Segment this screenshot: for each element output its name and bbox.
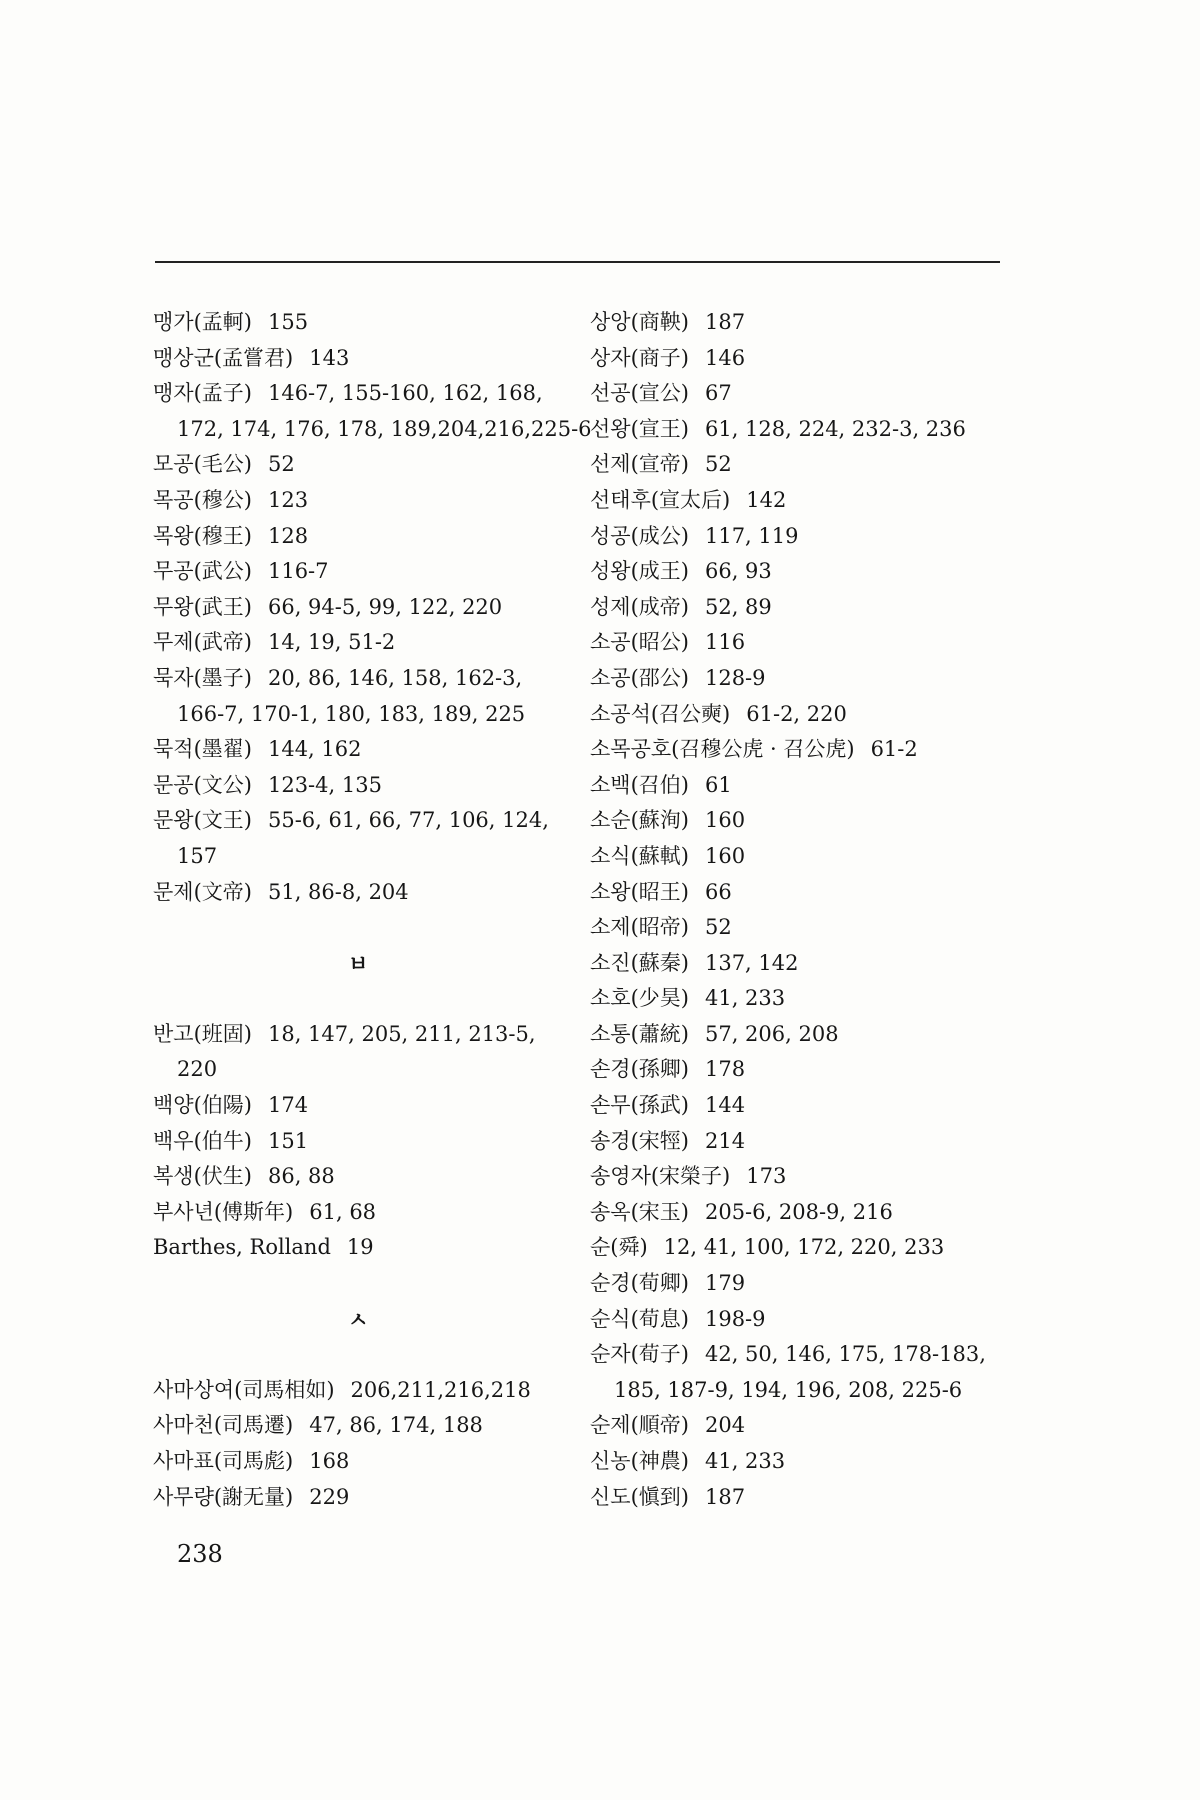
entry-pages: 41, 233 <box>704 986 786 1011</box>
index-entry <box>590 1017 1010 1053</box>
index-entry <box>590 1159 1010 1195</box>
entry-pages: 204 <box>704 1413 746 1438</box>
entry-name: 반고(班固) <box>153 1021 252 1046</box>
index-entry <box>153 447 593 483</box>
index-entry <box>153 1373 593 1409</box>
entry-name: 성공(成公) <box>590 523 689 548</box>
entry-pages: 61-2 <box>870 737 918 762</box>
entry-name: 순식(荀息) <box>590 1306 689 1331</box>
entry-pages-continued: 157 <box>177 843 218 868</box>
entry-pages: 151 <box>267 1128 309 1153</box>
entry-name: 사마표(司馬彪) <box>153 1449 294 1474</box>
entry-name: 순경(荀卿) <box>590 1271 689 1296</box>
entry-name: 백양(伯陽) <box>153 1093 252 1118</box>
section-heading: ㅂ <box>348 950 369 976</box>
index-entry <box>153 376 593 447</box>
entry-name: 문왕(文王) <box>153 808 252 833</box>
entry-name: 무공(武公) <box>153 559 252 584</box>
entry-pages: 19 <box>346 1235 374 1260</box>
index-entry <box>590 1124 1010 1160</box>
index-entry <box>590 839 1010 875</box>
index-entry <box>153 1124 593 1160</box>
entry-pages: 41, 233 <box>704 1449 786 1473</box>
entry-pages: 144 <box>704 1093 746 1118</box>
entry-name: 선제(宣帝) <box>590 452 689 477</box>
entry-name: 맹자(孟子) <box>153 381 252 406</box>
entry-pages: 14, 19, 51-2 <box>267 630 396 655</box>
entry-name: 백우(伯牛) <box>153 1128 252 1153</box>
index-entry <box>153 1195 593 1231</box>
entry-pages: 12, 41, 100, 172, 220, 233 <box>663 1235 945 1260</box>
entry-pages: 146 <box>704 345 746 370</box>
index-entry <box>590 1302 1010 1338</box>
entry-pages: 20, 86, 146, 158, 162-3, <box>267 665 523 690</box>
entry-pages: 52 <box>704 452 732 477</box>
entry-name: 목왕(穆王) <box>153 523 252 548</box>
entry-pages: 61, 128, 224, 232-3, 236 <box>704 416 966 441</box>
index-entry <box>590 590 1010 626</box>
entry-name: 사마천(司馬遷) <box>153 1413 294 1438</box>
entry-pages-continued: 220 <box>177 1057 218 1082</box>
entry-pages: 55-6, 61, 66, 77, 106, 124, <box>267 808 549 833</box>
index-entry <box>590 1266 1010 1302</box>
index-entry <box>153 305 593 341</box>
index-entry <box>153 803 593 874</box>
page-number: 238 <box>177 1540 223 1568</box>
header-rule <box>155 261 1000 263</box>
index-entry <box>153 1408 593 1444</box>
entry-pages: 57, 206, 208 <box>704 1021 839 1046</box>
index-entry <box>590 1480 1010 1516</box>
index-entry <box>590 981 1010 1017</box>
entry-name: 상앙(商鞅) <box>590 310 689 334</box>
entry-name: 선공(宣公) <box>590 381 689 406</box>
index-entry <box>153 768 593 804</box>
index-entry <box>590 1088 1010 1124</box>
index-entry <box>153 590 593 626</box>
entry-name: 손경(孫卿) <box>590 1057 689 1082</box>
entry-pages: 229 <box>309 1484 350 1509</box>
entry-pages: 123 <box>267 487 309 512</box>
entry-pages: 86, 88 <box>267 1164 335 1189</box>
entry-pages: 52 <box>267 452 295 477</box>
entry-name: 무왕(武王) <box>153 594 252 619</box>
entry-pages: 66 <box>704 879 732 904</box>
entry-name: 묵자(墨子) <box>153 665 252 690</box>
entry-name: 부사년(傅斯年) <box>153 1199 294 1224</box>
entry-pages: 173 <box>746 1164 787 1189</box>
entry-pages: 142 <box>746 487 787 512</box>
index-entry <box>153 1444 593 1480</box>
entry-pages: 52 <box>704 915 732 940</box>
index-entry <box>590 483 1010 519</box>
index-entry <box>153 1159 593 1195</box>
index-entry <box>590 1052 1010 1088</box>
entry-name: 무제(武帝) <box>153 630 252 655</box>
entry-pages: 117, 119 <box>704 523 799 548</box>
index-entry <box>590 803 1010 839</box>
entry-pages: 137, 142 <box>704 950 799 975</box>
entry-pages: 128 <box>267 523 309 548</box>
entry-name: 송경(宋牼) <box>590 1128 689 1153</box>
index-entry <box>590 519 1010 555</box>
entry-pages: 155 <box>267 310 309 334</box>
index-column-left <box>153 305 593 1515</box>
index-entry <box>590 447 1010 483</box>
entry-pages: 47, 86, 174, 188 <box>309 1413 483 1438</box>
index-entry <box>153 732 593 768</box>
entry-name: 소목공호(召穆公虎 · 召公虎) <box>590 737 855 762</box>
index-entry <box>590 625 1010 661</box>
entry-pages: 128-9 <box>704 665 766 690</box>
entry-name: 사마상여(司馬相如) <box>153 1377 335 1402</box>
entry-name: 모공(毛公) <box>153 452 252 477</box>
index-entry <box>590 946 1010 982</box>
entry-pages: 168 <box>309 1449 350 1474</box>
index-entry <box>590 768 1010 804</box>
index-entry <box>590 732 1010 768</box>
entry-pages: 52, 89 <box>704 594 772 619</box>
entry-pages: 18, 147, 205, 211, 213-5, <box>267 1021 536 1046</box>
entry-pages: 178 <box>704 1057 746 1082</box>
index-entry <box>153 341 593 377</box>
entry-name: 소공석(召公奭) <box>590 701 731 726</box>
entry-pages-continued: 172, 174, 176, 178, 189,204,216,225-6 <box>177 416 592 441</box>
index-entry <box>590 305 1010 341</box>
entry-name: 소백(召伯) <box>590 772 689 797</box>
entry-name: 맹가(孟軻) <box>153 310 252 334</box>
entry-name: 복생(伏生) <box>153 1164 252 1189</box>
entry-name: 소식(蘇軾) <box>590 843 689 868</box>
entry-name: 문제(文帝) <box>153 879 252 904</box>
index-entry <box>590 1408 1010 1444</box>
entry-name: 손무(孫武) <box>590 1093 689 1118</box>
index-entry <box>153 661 593 732</box>
entry-pages: 123-4, 135 <box>267 772 382 797</box>
entry-name: 목공(穆公) <box>153 487 252 512</box>
entry-pages: 160 <box>704 843 746 868</box>
index-entry <box>590 341 1010 377</box>
entry-pages: 66, 94-5, 99, 122, 220 <box>267 594 503 619</box>
index-entry <box>590 875 1010 911</box>
entry-pages: 61-2, 220 <box>746 701 847 726</box>
entry-name: 소호(少昊) <box>590 986 689 1011</box>
index-entry <box>590 1337 1010 1408</box>
entry-pages: 179 <box>704 1271 746 1296</box>
entry-name: Barthes, Rolland <box>153 1235 331 1260</box>
entry-pages: 42, 50, 146, 175, 178-183, <box>704 1342 986 1367</box>
index-entry <box>590 697 1010 733</box>
entry-name: 소공(昭公) <box>590 630 689 655</box>
entry-name: 순(舜) <box>590 1235 648 1260</box>
index-entry <box>590 1230 1010 1266</box>
entry-pages: 214 <box>704 1128 746 1153</box>
entry-name: 송옥(宋玉) <box>590 1199 689 1224</box>
entry-pages: 174 <box>267 1093 309 1118</box>
entry-name: 송영자(宋榮子) <box>590 1164 731 1189</box>
entry-pages: 61, 68 <box>309 1199 377 1224</box>
entry-pages: 187 <box>704 310 746 334</box>
index-entry <box>153 1088 593 1124</box>
index-entry <box>590 1195 1010 1231</box>
index-entry <box>153 625 593 661</box>
entry-pages: 51, 86-8, 204 <box>267 879 409 904</box>
entry-pages: 116 <box>704 630 746 655</box>
index-entry <box>590 661 1010 697</box>
entry-name: 소왕(昭王) <box>590 879 689 904</box>
entry-name: 신도(愼到) <box>590 1484 689 1509</box>
entry-pages: 198-9 <box>704 1306 766 1331</box>
entry-name: 선왕(宣王) <box>590 416 689 441</box>
index-entry <box>153 483 593 519</box>
entry-name: 성왕(成王) <box>590 559 689 584</box>
entry-pages: 160 <box>704 808 746 833</box>
index-entry <box>153 554 593 590</box>
index-entry <box>590 554 1010 590</box>
index-entry <box>153 1480 593 1516</box>
entry-pages: 206,211,216,218 <box>350 1377 531 1402</box>
entry-pages: 187 <box>704 1484 746 1509</box>
entry-pages: 61 <box>704 772 732 797</box>
entry-pages: 116-7 <box>267 559 329 584</box>
entry-name: 소순(蘇洵) <box>590 808 689 833</box>
entry-name: 신농(神農) <box>590 1449 689 1473</box>
section-heading: ㅅ <box>348 1306 369 1332</box>
entry-name: 소제(昭帝) <box>590 915 689 940</box>
entry-name: 소공(邵公) <box>590 665 689 690</box>
entry-name: 묵적(墨翟) <box>153 737 252 762</box>
entry-name: 소진(蘇秦) <box>590 950 689 975</box>
entry-name: 순제(順帝) <box>590 1413 689 1438</box>
entry-pages: 66, 93 <box>704 559 772 584</box>
index-entry <box>590 1444 1010 1480</box>
entry-name: 문공(文公) <box>153 772 252 797</box>
index-entry <box>153 519 593 555</box>
index-entry <box>153 875 593 911</box>
entry-name: 성제(成帝) <box>590 594 689 619</box>
entry-name: 순자(荀子) <box>590 1342 689 1367</box>
index-entry <box>590 412 1010 448</box>
entry-pages: 143 <box>309 345 350 370</box>
entry-pages: 146-7, 155-160, 162, 168, <box>267 381 543 406</box>
entry-name: 소통(蕭統) <box>590 1021 689 1046</box>
entry-name: 사무량(謝无量) <box>153 1484 294 1509</box>
entry-name: 맹상군(孟嘗君) <box>153 345 294 370</box>
entry-pages: 67 <box>704 381 732 406</box>
entry-pages: 144, 162 <box>267 737 362 762</box>
entry-name: 상자(商子) <box>590 345 689 370</box>
entry-name: 선태후(宣太后) <box>590 487 731 512</box>
entry-pages: 205-6, 208-9, 216 <box>704 1199 893 1224</box>
index-entry <box>153 1230 593 1266</box>
index-entry <box>153 1017 593 1088</box>
entry-pages-continued: 185, 187-9, 194, 196, 208, 225-6 <box>614 1377 963 1402</box>
index-entry <box>590 376 1010 412</box>
index-entry <box>590 910 1010 946</box>
entry-pages-continued: 166-7, 170-1, 180, 183, 189, 225 <box>177 701 526 726</box>
index-column-right <box>590 305 1010 1515</box>
